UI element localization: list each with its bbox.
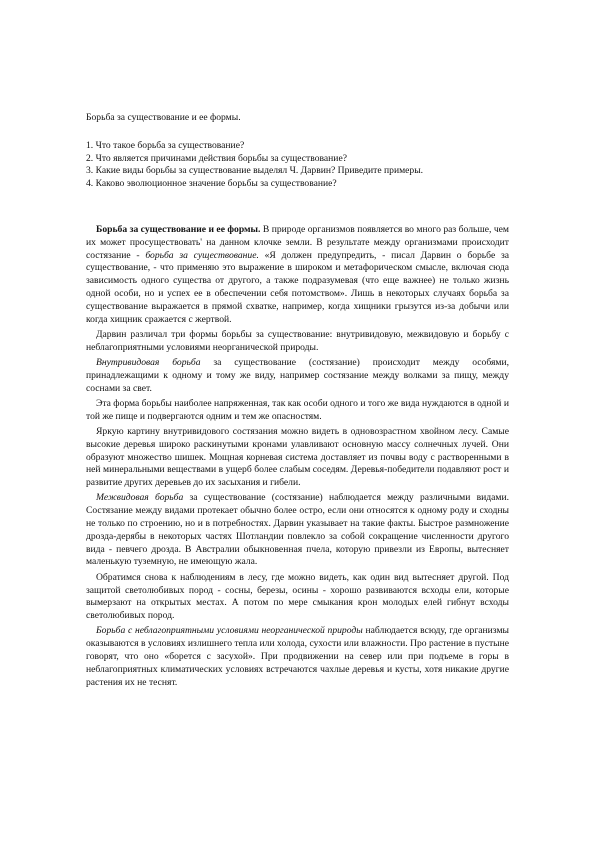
emphasis-term: Внутривидовая борьба <box>96 356 201 368</box>
paragraph-text: В природе организмов появляется во много раз больше, чем их может просуществовать' на данном клочке земли. В результате между организмами происходит состязание - <box>86 224 509 261</box>
paragraph-interspecific <box>86 492 509 569</box>
paragraph-forms: Дарвин различал три формы борьбы за существование: внутривидовую, межвидовую и борьбу с неблагоприятными условиями неорганической природы. <box>86 328 509 353</box>
emphasis-term: Межвидовая борьба <box>96 492 184 504</box>
question-item: 1. Что такое борьба за существование? <box>86 140 245 151</box>
paragraph-forest-example: Яркую картину внутривидового состязания можно видеть в одновозрастном хвойном лесу. Самые высокие деревья широко раскинутыми кронами улавливают основную массу солнечных лучей. Они образуют множество шишек. Мощная корневая система доставляет из почвы воду с растворенными в ней минеральными веществами в ущерб более слабым соседям. Деревья-победители подавляют рост и развитие других деревьев до их засыхания и гибели. <box>86 425 509 489</box>
page-title: Борьба за существование и ее формы. <box>86 112 241 123</box>
paragraph-text: за существование (состязание) наблюдается между различными видами. Состязание между видами протекает обычно более остро, если они относятся к одному роду и сходны не только по строению, но и в потребностях. Дарвин указывает на такие факты. Быстрое размножение дрозда-дерябы в некоторых частях Шотландии повлекло за собой сокращение численности другого вида - певчего дрозда. В Австралии обыкновенная пчела, которую привезли из Европы, вытесняет маленькую туземную, не имеющую жала. <box>86 492 509 568</box>
question-item: 3. Какие виды борьбы за существование выделял Ч. Дарвин? Приведите примеры. <box>86 165 424 177</box>
paragraph-intro <box>86 224 509 326</box>
emphasis-term: Борьба с неблагоприятными условиями неорганической природы <box>96 625 363 637</box>
question-item: 2. Что является причинами действия борьбы за существование? <box>86 152 347 164</box>
paragraph-text: «Я должен предупредить, - писал Дарвин о борьбе за существование, - что применяю это выражение в широком и метафорическом смысле, включая сюда зависимость одного существа от другого, а также подразумевая (что еще важнее) не только жизнь одной особи, но и успех ее в обеспечении себя потомством». Лишь в некоторых случаях борьба за существование выражается в прямой схватке, например, когда хищники грызутся из-за добычи или когда хищник сражается с жертвой. <box>86 249 510 325</box>
question-item: 4. Каково эволюционное значение борьбы за существование? <box>86 177 337 189</box>
section-heading: Борьба за существование и ее формы. <box>96 224 261 235</box>
paragraph-abiotic <box>86 625 509 689</box>
question-list <box>86 140 423 190</box>
article-body <box>86 224 509 692</box>
paragraph-intensity: Эта форма борьбы наиболее напряженная, так как особи одного и того же вида нуждаются в одной и той же пище и подвергаются одним и тем же опасностям. <box>86 397 509 422</box>
paragraph-text: за существование (состязание) происходит между особями, принадлежащими к одному и тому же виду, например состязание между волками за пищу, между соснами за свет. <box>86 356 509 394</box>
paragraph-forest-observation: Обратимся снова к наблюдениям в лесу, где можно видеть, как один вид вытесняет другой. Под защитой светолюбивых пород - сосны, березы, осины - хорошо развиваются всходы ели, которые вымерзают на открытых местах. А потом по мере смыкания крон молодых елей гибнут всходы светолюбивых пород. <box>86 571 509 622</box>
paragraph-intraspecific <box>86 357 509 395</box>
emphasis-term: борьба за существование. <box>145 249 259 261</box>
paragraph-text: наблюдается всюду, где организмы оказываются в условиях излишнего тепла или холода, сухости или влажности. Про растение в пустыне говорят, что оно «борется с засухой». При продвижении на север или при подъеме в горы в неблагоприятных климатических условиях встречаются чахлые деревья и кусты, хотя никакие другие растения их не теснят. <box>86 625 509 688</box>
